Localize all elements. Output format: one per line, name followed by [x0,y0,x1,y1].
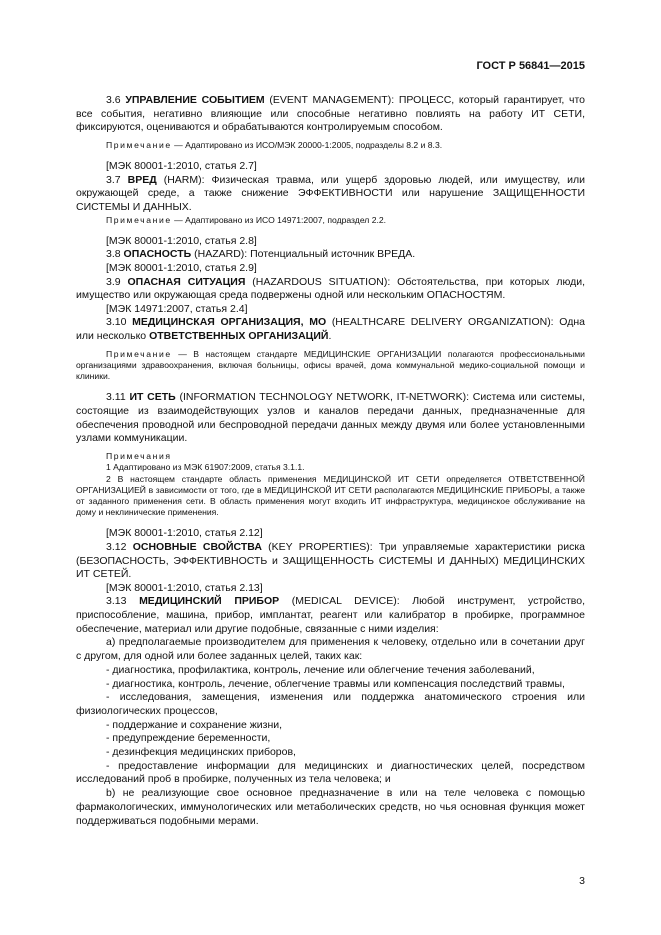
term-text: (MEDICAL DEVICE): Любой инструмент, устройство, приспособление, машина, прибор, имплантат, реагент или калибратор в пробирке, программное обеспечение, материал или другие подобные, связанные с ними изделия: [76,595,586,635]
reference-text: [МЭК 80001-1:2010, статья 2.12] [106,527,263,540]
term-definition [76,391,585,446]
term-name: ИТ СЕТЬ [129,391,176,404]
term-definition [76,174,585,215]
term-definition [76,595,585,636]
term-number: 3.8 [106,248,121,261]
term-text: (KEY PROPERTIES): Три управляемые характеристики риска (БЕЗОПАСНОСТЬ, ЭФФЕКТИВНОСТЬ и ЗАЩИЩЕННОСТЬ СИСТЕМЫ И ДАННЫХ) МЕДИЦИНСКИХ ИТ СЕТЕЙ. [76,540,585,581]
note-label: Примечание [106,140,172,151]
note [76,349,585,383]
note-label: Примечание [106,348,172,359]
source-reference [76,527,585,540]
list-item [76,678,585,692]
list-item [76,787,585,828]
term-number: 3.11 [106,391,126,404]
list-item-text: b) не реализующие свое основное предназначение в или на теле человека с помощью фармакологических, иммунологических или метаболических средств, но чья основная функция может поддерживаться подобными мерами. [76,787,585,827]
term-tail: . [328,330,332,343]
term-name: ВРЕД [127,173,157,186]
note-text: — Адаптировано из ИСО 14971:2007, подраздел 2.2. [171,214,387,225]
source-reference [76,160,585,173]
term-text: (HARM): Физическая травма, или ущерб здоровью людей, или имуществу, или окружающей среде, а также снижение ЭФФЕКТИВНОСТИ или нарушение ЗАЩИЩЕННОСТИ СИСТЕМЫ И ДАННЫХ. [76,173,585,214]
term-text: (EVENT MANAGEMENT): ПРОЦЕСС, который гарантирует, что все события, негативно влияющие или способные негативно повлиять на работу ИТ СЕТИ, фиксируются, оцениваются и обрабатываются контролируемым способом. [76,94,585,134]
list-item-text: - предупреждение беременности, [106,732,271,745]
list-item-text: - дезинфекция медицинских приборов, [106,746,296,759]
term-name: МЕДИЦИНСКИЙ ПРИБОР [139,595,280,608]
term-reference: ОТВЕТСТВЕННЫХ ОРГАНИЗАЦИЙ [149,330,329,343]
term-name: МЕДИЦИНСКАЯ ОРГАНИЗАЦИЯ, МО [132,316,327,329]
note [76,215,585,226]
list-item [76,719,585,733]
list-item [76,691,585,718]
term-name: ОСНОВНЫЕ СВОЙСТВА [132,540,262,553]
list-item [76,732,585,746]
term-name: ОПАСНОСТЬ [123,248,192,261]
note [76,474,585,519]
term-definition [76,316,585,343]
term-definition [76,541,585,582]
note-label: Примечание [106,214,172,225]
page-number: 3 [579,875,585,887]
list-item-text: - исследования, замещения, изменения или поддержка анатомического строения или физиологических процессов, [76,691,585,717]
term-number: 3.7 [106,173,121,186]
note-text: — В настоящем стандарте МЕДИЦИНСКИЕ ОРГАНИЗАЦИИ полагаются профессиональными организациями здравоохранения, включая больницы, офисы врачей, дома коммунальной медико-социальной помощи и клиники. [76,348,585,382]
reference-text: [МЭК 80001-1:2010, статья 2.7] [106,160,257,173]
term-text: (HAZARDOUS SITUATION): Обстоятельства, при которых люди, имущество или окружающая среда подвержены одной или нескольким ОПАСНОСТЯМ. [76,275,585,302]
term-number: 3.10 [106,316,127,329]
reference-text: [МЭК 80001-1:2010, статья 2.13] [106,581,263,594]
note-text: 2 В настоящем стандарте область применения МЕДИЦИНСКОЙ ИТ СЕТИ определяется ОТВЕТСТВЕННОЙ ОРГАНИЗАЦИЕЙ в зависимости от того, где в МЕДИЦИНСКОЙ ИТ СЕТИ располагаются МЕДИЦИНСКИЕ ПРИБОРЫ, а также от заданного применения сети. В область применения могут входить ИТ инфраструктура, медицинское обслуживание на дому и неклинические применения. [76,473,585,518]
list-item [76,636,585,663]
term-number: 3.12 [106,540,127,553]
term-text: (HAZARD): Потенциальный источник ВРЕДА. [194,248,416,261]
term-definition [76,94,585,135]
note-text: 1 Адаптировано из МЭК 61907:2009, статья 3.1.1. [106,462,305,473]
term-definition [76,248,585,262]
list-item-text: - диагностика, профилактика, контроль, лечение или облегчение течения заболеваний, [106,663,535,676]
term-name: ОПАСНАЯ СИТУАЦИЯ [127,275,246,288]
list-item-text: - поддержание и сохранение жизни, [106,718,283,731]
note [76,140,585,151]
note-text: — Адаптировано из ИСО/МЭК 20000-1:2005, подразделы 8.2 и 8.3. [171,140,443,151]
reference-text: [МЭК 14971:2007, статья 2.4] [106,302,248,315]
reference-text: [МЭК 80001-1:2010, статья 2.8] [106,235,257,248]
note [76,451,585,462]
term-definition [76,276,585,303]
document-body [76,94,585,828]
reference-text: [МЭК 80001-1:2010, статья 2.9] [106,262,257,275]
standard-designation: ГОСТ Р 56841—2015 [476,60,585,72]
source-reference [76,303,585,316]
source-reference [76,582,585,595]
list-item [76,760,585,787]
term-name: УПРАВЛЕНИЕ СОБЫТИЕМ [125,94,265,106]
list-item-text: - предоставление информации для медицинских и диагностических целей, посредством исследований проб в пробирке, полученных из тела человека; и [76,759,585,786]
note-label: Примечания [106,451,172,462]
term-number: 3.9 [106,275,121,288]
list-item [76,664,585,678]
term-number: 3.6 [106,94,121,106]
source-reference [76,262,585,275]
term-number: 3.13 [106,595,127,608]
list-item-text: а) предполагаемые производителем для применения к человеку, отдельно или в сочетании друг с другом, для одной или более заданных целей, таких как: [76,636,585,663]
list-item-text: - диагностика, контроль, лечение, облегчение травмы или компенсация последствий травмы, [106,677,565,690]
list-item [76,746,585,760]
term-text: (INFORMATION TECHNOLOGY NETWORK, IT-NETWORK): Система или системы, состоящие из взаимодействующих узлов и каналов передачи данных, предназначенные для обеспечения проводной или беспроводной передачи данных между двумя или более установленными узлами коммуникации. [76,391,585,445]
term-text: (HEALTHCARE DELIVERY ORGANIZATION): Одна или несколько [76,316,585,343]
note [76,462,585,473]
source-reference [76,235,585,248]
